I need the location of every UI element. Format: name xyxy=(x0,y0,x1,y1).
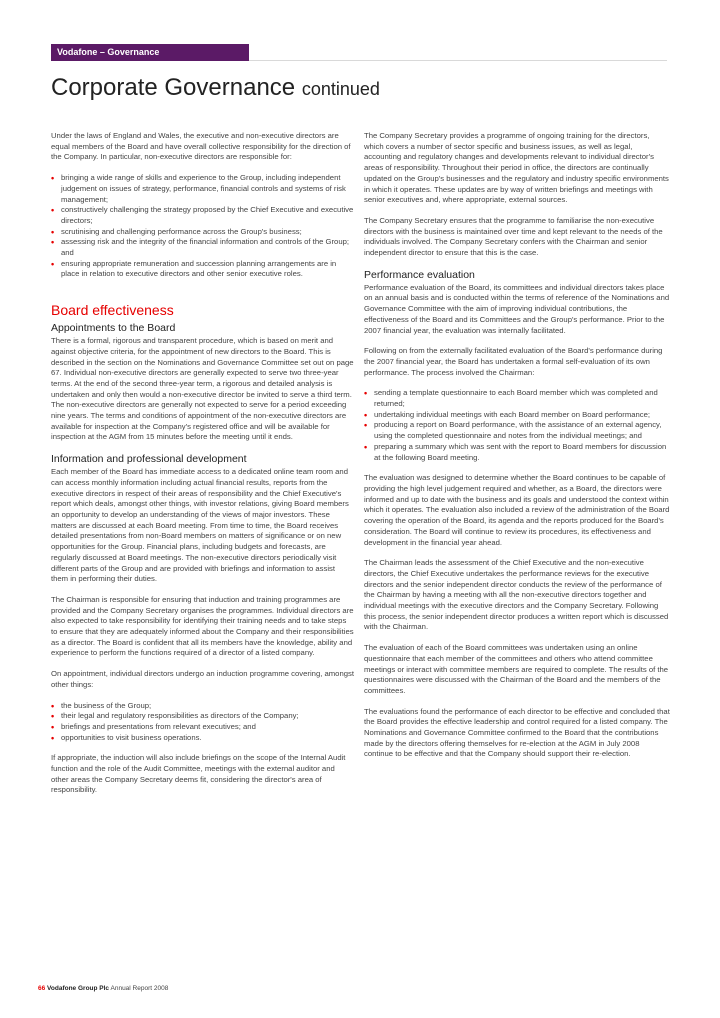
performance-evaluation-heading: Performance evaluation xyxy=(364,268,475,281)
evaluation-paragraph: Performance evaluation of the Board, its committees and individual directors takes place on an annual basis and is conducted within the terms of reference of the Nominations and Governance Committee with the aim of improving individual contributions, the effectiveness of the Board and its Committees and the Group's performance. Prior to the 2007 financial year, the evaluation was internally facilitated. xyxy=(364,282,670,335)
page-title-main: Corporate Governance xyxy=(51,74,296,101)
list-item: • constructively challenging the strategy proposed by the Chief Executive and executive directors; xyxy=(51,205,354,226)
findings-paragraph: The evaluations found the performance of each director to be effective and concluded that the Board provides the effective leadership and control required for a listed company. The Nominations and Governance Committee confirmed to the Board that the contributions made by the directors offering themselves for re-election at the AGM in July 2008 continue to be effective and that the Company should support their re-election. xyxy=(364,706,670,759)
chairman-paragraph: The Chairman is responsible for ensuring that induction and training programmes are provided and the Company Secretary organises the programmes. Individual directors are also expected to take responsibility for identifying their training needs and to take steps to ensure that they are adequately informed about the Company and their responsibilities as a director. The Board is confident that all its members have the knowledge, ability and experience to perform the functions required of a director of a listed company. xyxy=(51,594,354,658)
section-tag: Vodafone – Governance xyxy=(51,44,249,61)
list-item: • bringing a wide range of skills and experience to the Group, including independent judgement on issues of strategy, performance, financial controls and systems of risk management; xyxy=(51,173,354,205)
list-item: • sending a template questionnaire to each Board member which was completed and returned; xyxy=(364,388,670,409)
footer-report: Annual Report 2008 xyxy=(110,985,169,992)
assessment-paragraph: The Chairman leads the assessment of the Chief Executive and the non-executive directors, the Chief Executive undertakes the performance reviews for the executive directors and the senior independent director conducts the review of the performance of the Chairman by having a meeting with all the non-executive directors together and individual meetings with the executive directors and the Company Secretary. Following this process, the senior independent director produces a written report which is discussed with the Chairman. xyxy=(364,558,669,632)
footer-company: Vodafone Group Plc xyxy=(47,985,110,992)
list-item: • preparing a summary which was sent with the report to Board members for discussion at the following Board meeting. xyxy=(364,442,670,463)
induction-extra-paragraph: If appropriate, the induction will also include briefings on the scope of the Internal Audit function and the role of the Audit Committee, meetings with the external auditor and other areas the Company Secretary deems fit, considering the director's area of responsibility. xyxy=(51,753,346,795)
list-item: • the business of the Group; xyxy=(51,701,354,712)
list-item: • scrutinising and challenging performance across the Group's business; xyxy=(51,227,354,238)
list-item: • briefings and presentations from relevant executives; and xyxy=(51,722,354,733)
familiarise-paragraph: The Company Secretary ensures that the programme to familiarise the non-executive directors with the business is maintained over time and kept relevant to the needs of the individuals involved. The Company Secretary confers with the Chairman and senior independent director to ensure that this is the case. xyxy=(364,215,663,258)
board-effectiveness-heading: Board effectiveness xyxy=(51,302,174,319)
appointments-paragraph: There is a formal, rigorous and transparent procedure, which is based on merit and against objective criteria, for the appointment of new directors to the Board. This is described in the section on the Nominations and Governance Committee set out on page 67. Individual non-executive directors are generally expected to serve two three-year terms. At the end of the second three-year term, a rigorous and detailed analysis is undertaken and only then would a non-executive director be invited to serve a third term. The non-executive directors are generally not expected to serve for a period exceeding nine years. The terms and conditions of appointment of the non-executive directors are available for inspection at the Company's registered office and will be available for inspection at the AGM from 15 minutes before the meeting until it ends. xyxy=(51,336,354,442)
page-number: 66 xyxy=(38,985,46,992)
induction-list xyxy=(51,701,354,744)
list-item: • undertaking individual meetings with each Board member on Board performance; xyxy=(364,410,670,421)
header-rule xyxy=(249,60,667,61)
appointments-heading: Appointments to the Board xyxy=(51,322,176,335)
committee-evaluation-paragraph: The evaluation of each of the Board committees was undertaken using an online questionnaire that each member of the committees and others who attend committee meetings or interact with committee members are required to complete. The results of the questionnaires were discussed with the Chairman of the Board and the members of the committees. xyxy=(364,643,669,695)
list-item: • opportunities to visit business operations. xyxy=(51,733,354,744)
left-column xyxy=(51,131,354,806)
information-paragraph: Each member of the Board has immediate access to a dedicated online team room and can access monthly information including actual financial results, reports from the executive directors in respect of their areas of responsibility and the Chief Executive's report which deals, amongst other things, with investor relations, giving Board members an opportunity to develop an understanding of the views of major investors. These matters are discussed at each Board meeting. From time to time, the Board receives detailed presentations from non-Board members on matters of significance or on new opportunities for the Group. Financial plans, including budgets and forecasts, are regularly discussed at Board meetings. The non-executive directors periodically visit different parts of the Group and are provided with briefings and information to assist them in performing their duties. xyxy=(51,467,349,584)
nonexec-responsibilities-list xyxy=(51,173,354,280)
right-column xyxy=(364,131,670,770)
self-evaluation-paragraph: Following on from the externally facilitated evaluation of the Board's performance during the 2007 financial year, the Board has undertaken a formal self-evaluation of its own performance. The process involved the Chairman: xyxy=(364,346,663,377)
page-title-suffix: continued xyxy=(301,79,380,99)
list-item: • assessing risk and the integrity of the financial information and controls of the Group; and xyxy=(51,237,354,258)
evaluation-process-list xyxy=(364,388,670,463)
training-paragraph: The Company Secretary provides a programme of ongoing training for the directors, which covers a number of sector specific and business issues, as well as legal, accounting and regulatory changes and developments relevant to individual director's areas of responsibility. Throughout their period in office, the directors are continually updated on the Group's businesses and the regulatory and industry specific environments in which it operates. These updates are by way of written briefings and meetings with senior executives and, where appropriate, external sources. xyxy=(364,131,669,205)
page-title xyxy=(51,73,380,104)
information-heading: Information and professional development xyxy=(51,453,247,466)
page-footer xyxy=(38,985,168,992)
induction-intro-paragraph: On appointment, individual directors undergo an induction programme covering, amongst other things: xyxy=(51,669,354,689)
intro-paragraph: Under the laws of England and Wales, the executive and non-executive directors are equal members of the Board and have overall collective responsibility for the direction of the Company. In particular, non-executive directors are responsible for: xyxy=(51,131,351,162)
list-item: • their legal and regulatory responsibilities as directors of the Company; xyxy=(51,711,354,722)
evaluation-design-paragraph: The evaluation was designed to determine whether the Board continues to be capable of providing the high level judgement required and whether, as a Board, the directors were informed and up to date with the business and its goals and understood the context within which it operates. The evaluation also included a review of the administration of the Board covering the operation of the Board, its agenda and the reports produced for the Board's consideration. The Board will continue to review its procedures, its effectiveness and development in the financial year ahead. xyxy=(364,473,670,547)
list-item: • ensuring appropriate remuneration and succession planning arrangements are in place in relation to executive directors and other senior executive roles. xyxy=(51,259,354,280)
list-item: • producing a report on Board performance, with the assistance of an external agency, using the completed questionnaire and notes from the individual meetings; and xyxy=(364,420,670,441)
